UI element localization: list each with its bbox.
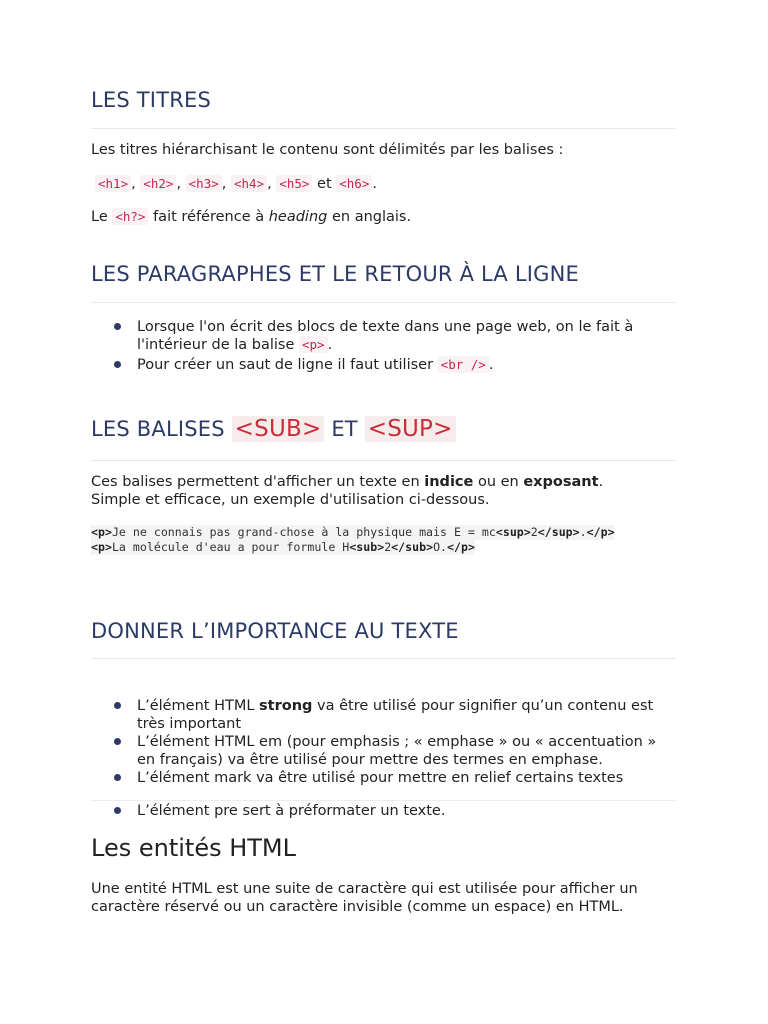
section-heading-paragraphes: LES PARAGRAPHES ET LE RETOUR À LA LIGNE (91, 262, 579, 286)
paragraphes-list (91, 318, 676, 374)
bullet-icon (114, 807, 121, 814)
code-h5: <h5> (276, 175, 312, 192)
importance-list (91, 697, 676, 787)
importance-list-continued (91, 802, 676, 820)
section-heading-balises: LES BALISES <SUB> ET <SUP> (91, 416, 456, 442)
bullet-icon (114, 738, 121, 745)
list-item: L’élément HTML em (pour emphasis ; « emphase » ou « accentuation » en français) va être utilisé pour mettre des termes en emphase. (91, 733, 676, 769)
bullet-icon (114, 774, 121, 781)
entites-description: Une entité HTML est une suite de caractère qui est utilisée pour afficher un caractère réservé ou un caractère invisible (comme un espace) en HTML. (91, 881, 638, 915)
divider (91, 302, 676, 303)
code-sup-tag: <SUP> (365, 416, 456, 442)
list-item: L’élément HTML strong va être utilisé pour signifier qu’un contenu est très important (91, 697, 676, 733)
code-sub-tag: <SUB> (232, 416, 325, 442)
code-h1: <h1> (95, 175, 131, 192)
list-item: L’élément pre sert à préformater un texte. (91, 802, 676, 820)
titres-tags-line: <h1> , <h2> , <h3> , <h4> , <h5> et <h6> . (95, 175, 377, 193)
divider (91, 658, 676, 659)
code-h6: <h6> (336, 175, 372, 192)
list-item: Pour créer un saut de ligne il faut utiliser <br /> . (91, 356, 676, 374)
section-heading-entites: Les entités HTML (91, 834, 296, 862)
divider (91, 128, 676, 129)
bullet-icon (114, 361, 121, 368)
code-h4: <h4> (231, 175, 267, 192)
code-h2: <h2> (140, 175, 176, 192)
section-heading-titres: LES TITRES (91, 88, 212, 112)
list-item: L’élément mark va être utilisé pour mettre en relief certains textes (91, 769, 676, 787)
section-heading-importance: DONNER L’IMPORTANCE AU TEXTE (91, 619, 459, 643)
code-line: <p>Je ne connais pas grand-chose à la physique mais E = mc<sup>2</sup>.</p> (91, 525, 615, 539)
divider (91, 460, 676, 461)
balises-description: Ces balises permettent d'afficher un texte en indice ou en exposant. Simple et efficace, un exemple d'utilisation ci-dessous. (91, 474, 604, 508)
code-h-generic: <h?> (112, 208, 148, 225)
bullet-icon (114, 323, 121, 330)
code-br: <br /> (438, 356, 489, 373)
titres-heading-note: Le <h?> fait référence à heading en anglais. (91, 209, 412, 225)
code-h3: <h3> (186, 175, 222, 192)
titres-intro: Les titres hiérarchisant le contenu sont délimités par les balises : (91, 142, 564, 158)
code-line: <p>La molécule d'eau a pour formule H<sub>2</sub>O.</p> (91, 540, 475, 554)
bullet-icon (114, 702, 121, 709)
code-p: <p> (299, 336, 328, 353)
list-item: Lorsque l'on écrit des blocs de texte dans une page web, on le fait à l'intérieur de la balise <p> . (91, 318, 676, 354)
code-block (91, 525, 615, 555)
divider (91, 800, 676, 801)
